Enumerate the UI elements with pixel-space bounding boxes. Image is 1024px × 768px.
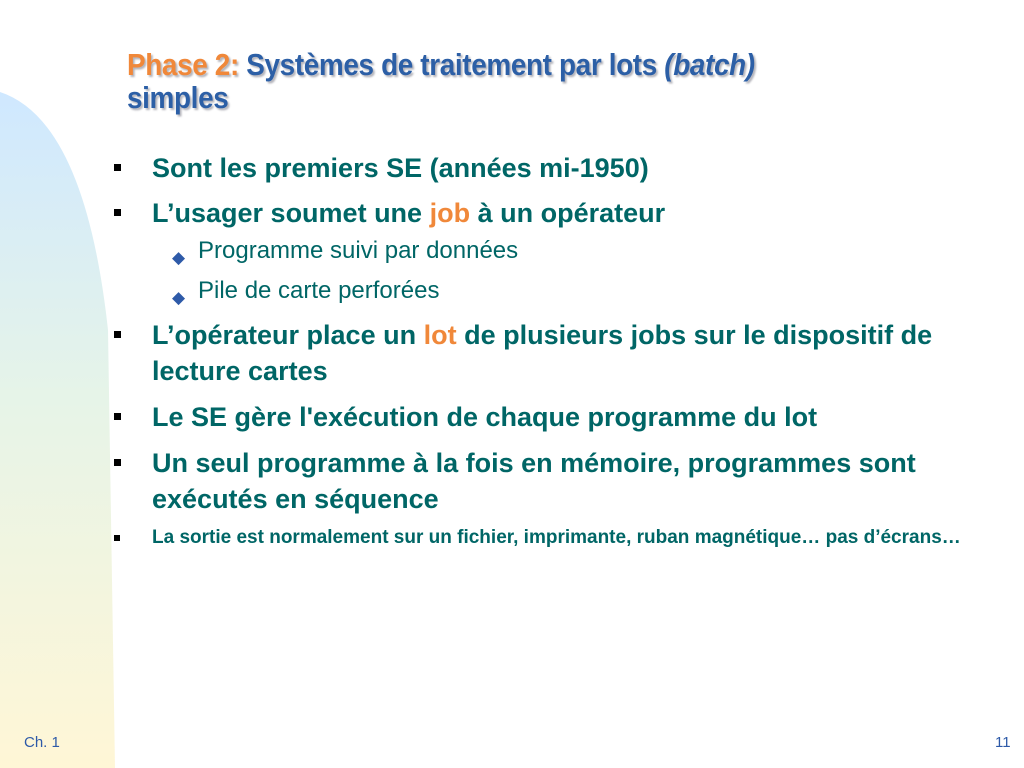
sub-list-item xyxy=(112,235,972,267)
sub-list-item-text: Pile de carte perforées xyxy=(198,277,440,304)
square-bullet-icon xyxy=(114,164,121,171)
list-item-text: L’opérateur place un xyxy=(152,320,424,350)
footer-page-number: 11 xyxy=(995,734,1011,751)
diamond-bullet-icon: ◆ xyxy=(172,248,186,267)
list-item xyxy=(112,150,972,186)
square-bullet-icon xyxy=(114,209,121,216)
square-bullet-icon xyxy=(114,459,121,466)
list-item-text: Sont les premiers SE (années mi-1950) xyxy=(152,153,649,183)
highlight-job: job xyxy=(429,198,471,228)
title-line2: simples xyxy=(127,80,229,115)
list-item xyxy=(112,195,972,231)
square-bullet-icon xyxy=(114,331,121,338)
list-item-text: à un opérateur xyxy=(470,198,666,228)
title-main: Systèmes de traitement par lots xyxy=(238,47,665,82)
footer-chapter: Ch. 1 xyxy=(24,734,60,751)
sub-list-item xyxy=(112,275,972,307)
list-item-text: Le SE gère l'exécution de chaque programme du lot xyxy=(152,402,818,432)
highlight-lot: lot xyxy=(423,320,457,350)
list-item-text: de plusieurs jobs sur le dispositif de lecture cartes xyxy=(152,320,933,386)
list-item xyxy=(112,317,972,389)
list-item-text: La sortie est normalement sur un fichier, imprimante, ruban magnétique… pas d’écrans… xyxy=(152,527,961,548)
square-bullet-icon xyxy=(114,413,121,420)
sub-list-item-text: Programme suivi par données xyxy=(198,237,519,264)
diamond-bullet-icon: ◆ xyxy=(172,288,186,307)
list-item xyxy=(112,525,972,551)
list-item xyxy=(112,445,972,517)
square-bullet-icon xyxy=(114,535,120,541)
list-item xyxy=(112,399,972,435)
list-item-text: Un seul programme à la fois en mémoire, programmes sont exécutés en séquence xyxy=(152,448,916,514)
title-phase: Phase 2: xyxy=(127,47,239,82)
title-italic: (batch) xyxy=(664,47,755,82)
bullet-list xyxy=(112,150,972,551)
slide-title xyxy=(127,48,901,114)
list-item-text: L’usager soumet une xyxy=(152,198,430,228)
